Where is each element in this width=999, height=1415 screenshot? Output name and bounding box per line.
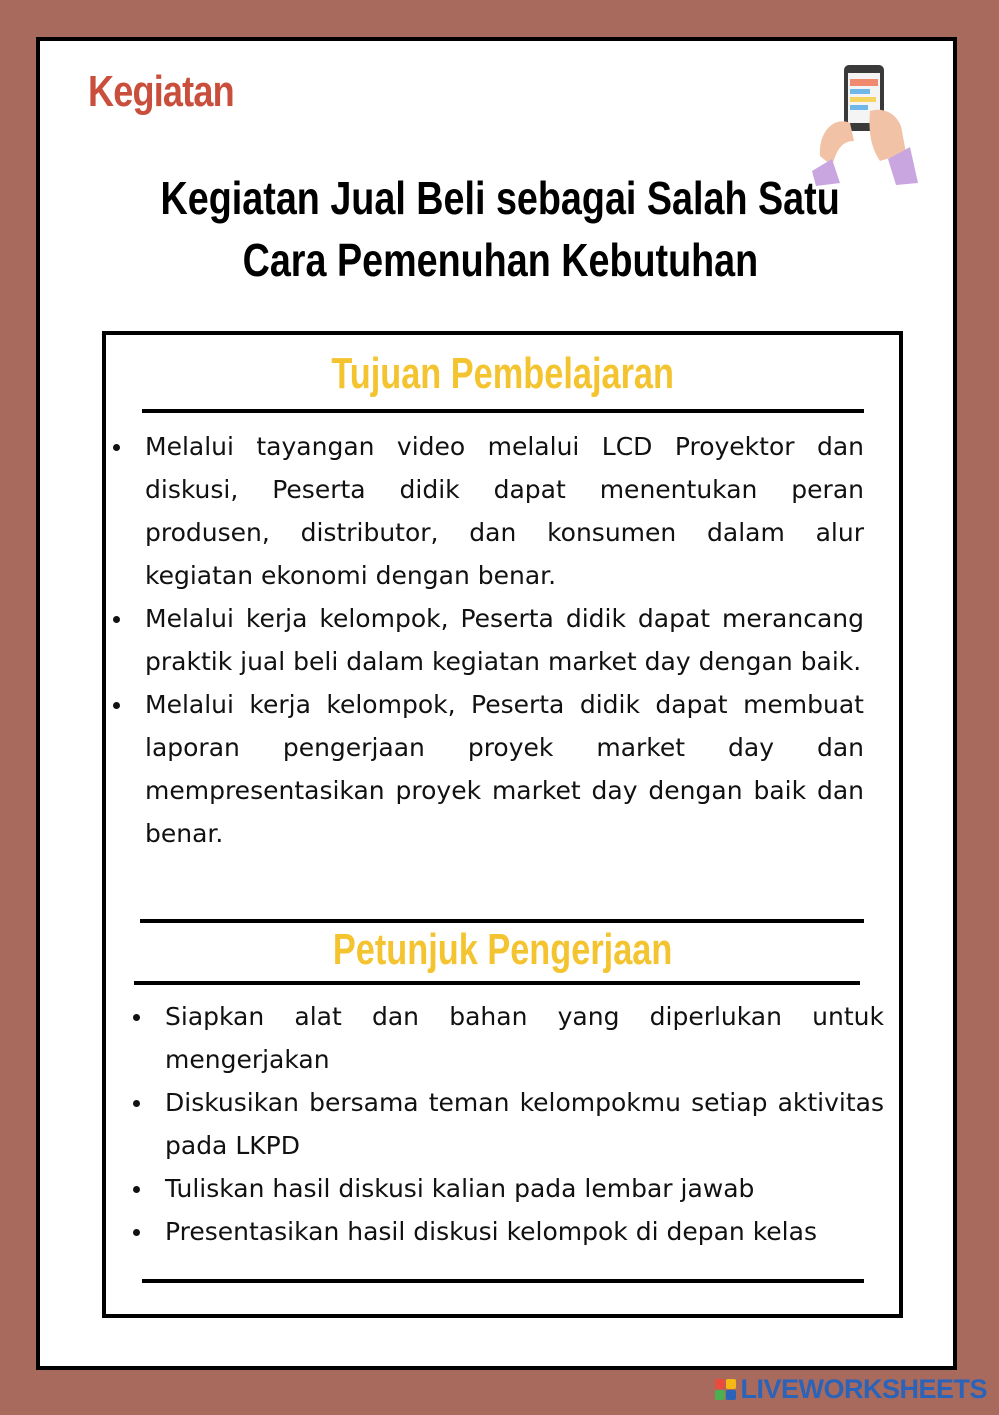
list-item: Presentasikan hasil diskusi kelompok di depan kelas bbox=[128, 1210, 884, 1253]
kegiatan-label: Kegiatan bbox=[88, 67, 234, 116]
list-item: Melalui kerja kelompok, Peserta didik dapat merancang praktik jual beli dalam kegiatan market day dengan baik. bbox=[108, 597, 864, 683]
content-box bbox=[102, 331, 903, 1318]
worksheet-page bbox=[36, 37, 957, 1370]
watermark-text: LIVEWORKSHEETS bbox=[740, 1374, 987, 1404]
liveworksheets-watermark bbox=[715, 1374, 987, 1405]
main-title-line-1: Kegiatan Jual Beli sebagai Salah Satu bbox=[160, 172, 840, 224]
liveworksheets-logo-icon bbox=[715, 1379, 736, 1400]
divider bbox=[142, 1279, 864, 1283]
list-item: Melalui kerja kelompok, Peserta didik dapat membuat laporan pengerjaan proyek market day dan mempresentasikan proyek market day dengan baik dan benar. bbox=[108, 683, 864, 855]
list-item: Tuliskan hasil diskusi kalian pada lembar jawab bbox=[128, 1167, 884, 1210]
tujuan-list bbox=[108, 425, 864, 855]
divider bbox=[134, 981, 860, 985]
main-title-line-2: Cara Pemenuhan Kebutuhan bbox=[242, 234, 758, 286]
main-title bbox=[80, 167, 920, 291]
petunjuk-list bbox=[128, 995, 884, 1253]
petunjuk-title bbox=[106, 925, 899, 975]
list-item: Melalui tayangan video melalui LCD Proyektor dan diskusi, Peserta didik dapat menentukan peran produsen, distributor, dan konsumen dalam alur kegiatan ekonomi dengan benar. bbox=[108, 425, 864, 597]
divider bbox=[140, 919, 864, 923]
divider bbox=[142, 409, 864, 413]
petunjuk-title-text: Petunjuk Pengerjaan bbox=[332, 925, 673, 974]
tujuan-title bbox=[106, 349, 899, 399]
list-item: Diskusikan bersama teman kelompokmu setiap aktivitas pada LKPD bbox=[128, 1081, 884, 1167]
list-item: Siapkan alat dan bahan yang diperlukan untuk mengerjakan bbox=[128, 995, 884, 1081]
tujuan-title-text: Tujuan Pembelajaran bbox=[331, 349, 674, 398]
